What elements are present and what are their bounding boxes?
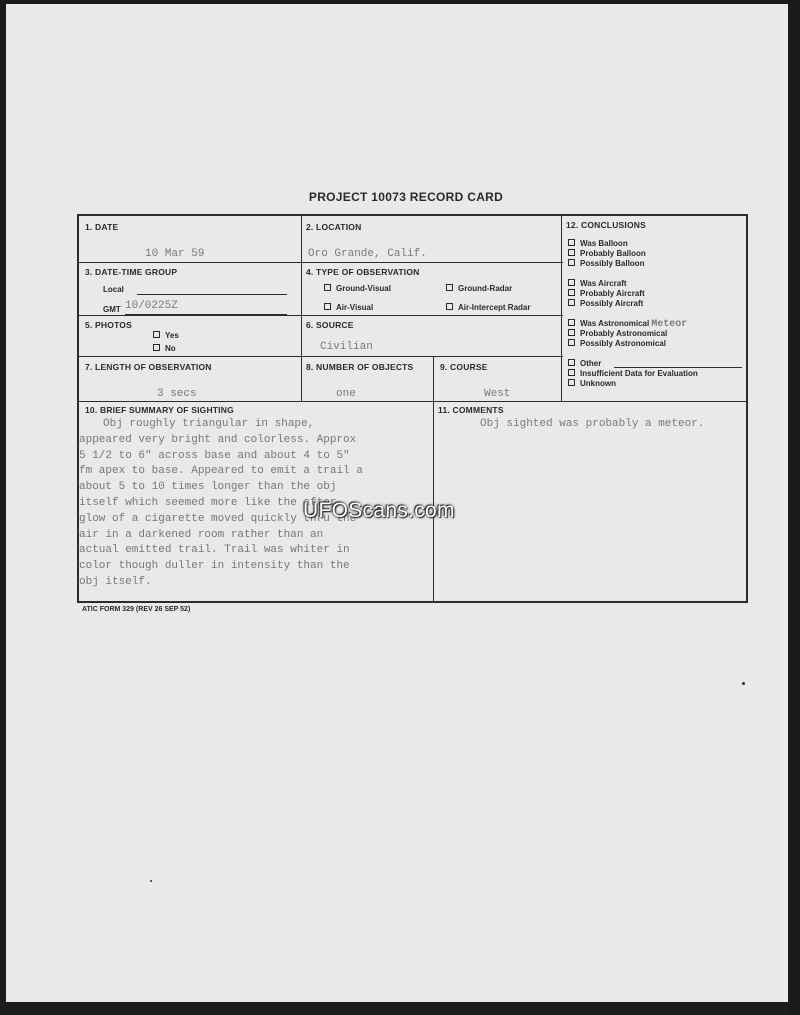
checkbox-icon [446,284,453,291]
conclusion-item: Probably Astronomical [568,329,667,338]
source-label: 6. SOURCE [306,320,354,330]
course-cell [433,356,563,401]
checkbox-icon [324,303,331,310]
gmt-label: GMT [103,305,121,314]
record-card [77,214,748,603]
summary-line: 5 1/2 to 6" across base and about 4 to 5" [79,449,350,462]
date-label: 1. DATE [85,222,119,232]
checkbox-checked-icon [568,319,575,326]
summary-line: glow of a cigarette moved quickly thru the [79,512,357,525]
photos-cell [79,315,303,357]
option-air-intercept-radar: Air-Intercept Radar [446,303,530,312]
location-cell [301,216,563,263]
checkbox-icon [568,359,575,366]
form-number: ATIC FORM 329 (REV 26 SEP 52) [82,606,191,613]
summary-line: actual emitted trail. Trail was whiter in [79,544,350,557]
conclusion-item: Unknown [568,379,616,388]
meteor-note: Meteor [651,319,688,330]
checkbox-checked-icon [153,344,160,351]
checkbox-icon [568,369,575,376]
summary-line: itself which seemed more like the after- [79,496,344,509]
conclusion-item: Probably Balloon [568,249,646,258]
number-of-objects-cell [301,356,435,401]
source-cell [301,315,563,357]
course-label: 9. COURSE [440,362,488,372]
comments-value: Obj sighted was probably a meteor. [480,418,705,430]
comments-label: 11. COMMENTS [438,405,504,415]
conclusion-item: Was Balloon [568,239,628,248]
checkbox-icon [568,339,575,346]
gmt-value: 10/0225Z [125,300,178,312]
date-cell [79,216,303,263]
type-of-observation-label: 4. TYPE OF OBSERVATION [306,267,420,277]
local-label: Local [103,285,124,294]
conclusion-item: Was Aircraft [568,279,627,288]
option-air-visual: Air-Visual [324,303,373,312]
type-of-observation-cell [301,262,563,316]
summary-line: obj itself. [79,575,152,588]
length-cell [79,356,303,401]
option-ground-visual: Ground-Visual [324,284,391,293]
conclusion-item: Possibly Astronomical [568,339,666,348]
summary-label: 10. BRIEF SUMMARY OF SIGHTING [85,405,234,415]
photos-no: No [153,344,176,353]
source-value: Civilian [320,341,373,353]
checkbox-icon [568,289,575,296]
checkbox-icon [568,259,575,266]
other-line [614,367,742,368]
photos-yes: Yes [153,331,179,340]
checkbox-icon [446,303,453,310]
checkbox-icon [568,239,575,246]
checkbox-icon [568,279,575,286]
location-label: 2. LOCATION [306,222,362,232]
number-of-objects-value: one [336,388,356,400]
conclusion-item: Insufficient Data for Evaluation [568,369,698,378]
conclusions-cell [561,216,748,402]
checkbox-icon [153,331,160,338]
checkbox-icon [568,249,575,256]
conclusion-item: Probably Aircraft [568,289,645,298]
conclusion-item: Was Astronomical Meteor [568,319,687,330]
card-title: PROJECT 10073 RECORD CARD [308,190,504,204]
checkbox-icon [324,284,331,291]
date-time-group-label: 3. DATE-TIME GROUP [85,267,178,277]
summary-line: air in a darkened room rather than an [79,528,324,541]
checkbox-icon [568,299,575,306]
summary-line: color though duller in intensity than the [79,560,350,573]
speck [150,880,152,882]
local-line [137,294,287,295]
comments-cell [433,401,748,603]
length-label: 7. LENGTH OF OBSERVATION [85,362,212,372]
checkbox-icon [568,329,575,336]
date-value: 10 Mar 59 [145,248,205,260]
number-of-objects-label: 8. NUMBER OF OBJECTS [306,362,414,372]
speck [742,682,745,685]
scan-edge [788,0,800,1015]
photos-label: 5. PHOTOS [85,320,132,330]
location-value: Oro Grande, Calif. [308,248,427,260]
summary-line: appeared very bright and colorless. Approx [79,433,357,446]
watermark: UFOScans.com [303,499,455,522]
summary-line: fm apex to base. Appeared to emit a trail a [79,465,363,478]
summary-line: Obj roughly triangular in shape, [103,418,315,430]
summary-line: about 5 to 10 times longer than the obj [79,481,337,494]
conclusion-item: Possibly Balloon [568,259,644,268]
conclusion-item: Other [568,359,601,368]
conclusion-item: Possibly Aircraft [568,299,643,308]
option-ground-radar: Ground-Radar [446,284,512,293]
date-time-group-cell [79,262,303,316]
length-value: 3 secs [157,388,197,400]
course-value: West [484,388,511,400]
checkbox-icon [568,379,575,386]
conclusions-label: 12. CONCLUSIONS [566,220,646,230]
